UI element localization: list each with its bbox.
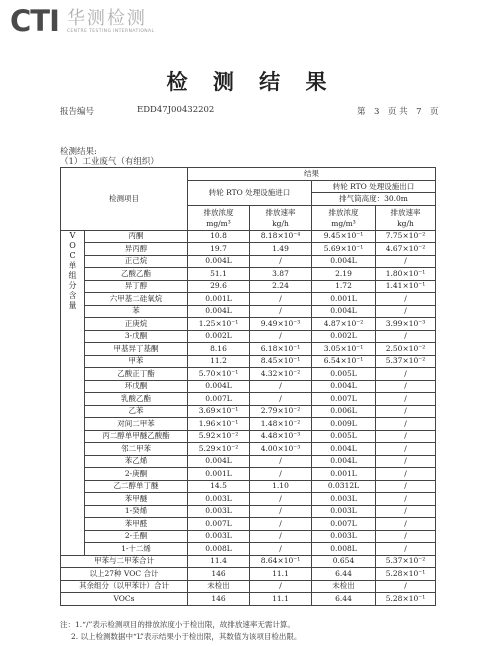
value-cell: / — [376, 368, 436, 381]
value-cell: 0.002L — [188, 330, 250, 343]
table-row — [61, 268, 436, 281]
compound-name: 六甲基二硅氧烷 — [85, 293, 188, 306]
value-cell: 8.45×10⁻¹ — [250, 355, 312, 368]
value-cell: 1.48×10⁻² — [250, 418, 312, 431]
value-cell: 1.96×10⁻¹ — [188, 418, 250, 431]
table-row — [61, 280, 436, 293]
value-cell: 0.007L — [312, 518, 376, 531]
value-cell: / — [250, 543, 312, 556]
subsection-title: （1）工业废气（有组织） — [60, 157, 159, 167]
total-value: 未检出 — [188, 580, 250, 593]
value-cell: 0.008L — [188, 543, 250, 556]
value-cell: / — [376, 455, 436, 468]
table-row — [61, 543, 436, 556]
compound-name: 邻二甲苯 — [85, 443, 188, 456]
value-cell: 0.003L — [188, 505, 250, 518]
logo-text-block — [67, 9, 155, 34]
header-conc-inlet: 排放浓度 mg/m³ — [188, 205, 250, 230]
note-1: 注：1.“/”表示检测项目的排放浓度小于检出限，故排放速率无需计算。 — [60, 620, 295, 629]
value-cell: 5.70×10⁻¹ — [188, 368, 250, 381]
total-value: 146 — [188, 593, 250, 606]
value-cell: / — [376, 468, 436, 481]
value-cell: / — [376, 293, 436, 306]
table-row — [61, 255, 436, 268]
value-cell: 1.25×10⁻¹ — [188, 318, 250, 331]
total-value: / — [250, 580, 312, 593]
value-cell: 0.004L — [312, 455, 376, 468]
value-cell: / — [250, 468, 312, 481]
total-value: 5.37×10⁻² — [376, 555, 436, 568]
value-cell: / — [376, 493, 436, 506]
value-cell: 0.003L — [312, 493, 376, 506]
value-cell: 0.009L — [312, 418, 376, 431]
total-value: / — [376, 580, 436, 593]
compound-name: 环戊酮 — [85, 380, 188, 393]
total-label: 甲苯与二甲苯合计 — [61, 555, 188, 568]
page-title: 检 测 结 果 — [166, 69, 336, 94]
value-cell: 0.007L — [188, 393, 250, 406]
total-value: 11.4 — [188, 555, 250, 568]
page-indicator: 第 3 页 共 7 页 — [357, 107, 439, 117]
compound-name: 2-庚酮 — [85, 468, 188, 481]
value-cell: 8.18×10⁻⁴ — [250, 230, 312, 243]
value-cell: 0.0312L — [312, 480, 376, 493]
table-row — [61, 418, 436, 431]
total-row — [61, 580, 436, 593]
total-value: 8.64×10⁻¹ — [250, 555, 312, 568]
value-cell: 14.5 — [188, 480, 250, 493]
value-cell: 9.49×10⁻³ — [250, 318, 312, 331]
value-cell: / — [376, 405, 436, 418]
logo-cti-text: CTI — [10, 4, 59, 38]
value-cell: 0.005L — [312, 430, 376, 443]
table-row — [61, 330, 436, 343]
table-row — [61, 243, 436, 256]
total-value: 11.1 — [250, 568, 312, 581]
value-cell: 2.19 — [312, 268, 376, 281]
table-row — [61, 480, 436, 493]
table-row — [61, 230, 436, 243]
value-cell: 3.87 — [250, 268, 312, 281]
value-cell: 0.002L — [312, 330, 376, 343]
value-cell: 11.2 — [188, 355, 250, 368]
header-item: 检测项目 — [61, 168, 188, 231]
table-row — [61, 393, 436, 406]
cti-logo — [10, 6, 154, 37]
value-cell: / — [250, 305, 312, 318]
value-cell: / — [376, 430, 436, 443]
value-cell: 10.8 — [188, 230, 250, 243]
compound-name: 3-戊酮 — [85, 330, 188, 343]
value-cell: / — [376, 505, 436, 518]
value-cell: 0.004L — [312, 305, 376, 318]
total-value: 6.44 — [312, 593, 376, 606]
value-cell: / — [250, 293, 312, 306]
total-value: 0.654 — [312, 555, 376, 568]
value-cell: / — [376, 480, 436, 493]
table-row — [61, 380, 436, 393]
report-number-label: 报告编号 — [60, 107, 95, 117]
value-cell: 4.32×10⁻² — [250, 368, 312, 381]
value-cell: / — [376, 380, 436, 393]
value-cell: 5.37×10⁻² — [376, 355, 436, 368]
value-cell: 0.001L — [188, 468, 250, 481]
logo-chinese-name: 华测检测 — [66, 8, 147, 29]
header-stack-height: 排气筒高度：30.0m — [312, 193, 436, 206]
compound-name: 乙酸正丁酯 — [85, 368, 188, 381]
value-cell: / — [250, 255, 312, 268]
value-cell: / — [376, 418, 436, 431]
total-label: VOCs — [61, 593, 188, 606]
value-cell: 6.54×10⁻¹ — [312, 355, 376, 368]
table-row — [61, 405, 436, 418]
header-rate-outlet: 排放速率 kg/h — [376, 205, 436, 230]
value-cell: 0.006L — [312, 405, 376, 418]
value-cell: 19.7 — [188, 243, 250, 256]
value-cell: 6.18×10⁻¹ — [250, 343, 312, 356]
value-cell: 0.003L — [312, 505, 376, 518]
total-value: 11.1 — [250, 593, 312, 606]
table-row — [61, 518, 436, 531]
value-cell: 5.92×10⁻² — [188, 430, 250, 443]
value-cell: / — [376, 530, 436, 543]
value-cell: 0.003L — [312, 530, 376, 543]
total-value: 5.28×10⁻¹ — [376, 593, 436, 606]
value-cell: 4.87×10⁻² — [312, 318, 376, 331]
total-value: 146 — [188, 568, 250, 581]
value-cell: 4.00×10⁻³ — [250, 443, 312, 456]
compound-name: 正己烷 — [85, 255, 188, 268]
table-row — [61, 530, 436, 543]
compound-name: 苯甲醛 — [85, 518, 188, 531]
header-outlet: 转轮 RTO 处理设施出口 — [312, 180, 436, 193]
value-cell: 4.48×10⁻³ — [250, 430, 312, 443]
value-cell: 0.007L — [312, 393, 376, 406]
section-title: 检测结果: — [60, 147, 97, 157]
compound-name: 苯 — [85, 305, 188, 318]
results-table — [60, 167, 436, 606]
value-cell: 0.004L — [188, 255, 250, 268]
compound-name: 苯甲醚 — [85, 493, 188, 506]
value-cell: 29.6 — [188, 280, 250, 293]
value-cell: 1.80×10⁻¹ — [376, 268, 436, 281]
value-cell: / — [376, 443, 436, 456]
value-cell: 0.004L — [188, 455, 250, 468]
value-cell: 3.05×10⁻¹ — [312, 343, 376, 356]
value-cell: 0.005L — [312, 368, 376, 381]
table-row — [61, 430, 436, 443]
header-rate-inlet: 排放速率 kg/h — [250, 205, 312, 230]
table-row — [61, 505, 436, 518]
total-value: 未检出 — [312, 580, 376, 593]
value-cell: / — [376, 543, 436, 556]
value-cell: / — [376, 518, 436, 531]
value-cell: / — [250, 455, 312, 468]
table-row — [61, 443, 436, 456]
value-cell: / — [250, 330, 312, 343]
header-conc-outlet: 排放浓度 mg/m³ — [312, 205, 376, 230]
table-row — [61, 355, 436, 368]
value-cell: / — [250, 393, 312, 406]
value-cell: 5.29×10⁻² — [188, 443, 250, 456]
header-results: 结果 — [188, 168, 436, 181]
table-row — [61, 343, 436, 356]
table-row — [61, 305, 436, 318]
value-cell: / — [250, 380, 312, 393]
value-cell: 5.69×10⁻¹ — [312, 243, 376, 256]
value-cell: / — [250, 505, 312, 518]
value-cell: 1.49 — [250, 243, 312, 256]
value-cell: 7.75×10⁻² — [376, 230, 436, 243]
value-cell: / — [376, 305, 436, 318]
value-cell: 8.16 — [188, 343, 250, 356]
table-row — [61, 468, 436, 481]
value-cell: 0.003L — [188, 530, 250, 543]
compound-name: 甲苯 — [85, 355, 188, 368]
report-number: EDD47J00432202 — [137, 105, 215, 115]
table-row — [61, 318, 436, 331]
compound-name: 2-壬酮 — [85, 530, 188, 543]
value-cell: 9.45×10⁻¹ — [312, 230, 376, 243]
compound-name: 异丙醇 — [85, 243, 188, 256]
compound-name: 1-癸烯 — [85, 505, 188, 518]
compound-name: 异丁醇 — [85, 280, 188, 293]
logo-english-name: CENTRE TESTING INTERNATIONAL — [66, 29, 155, 34]
value-cell: 0.001L — [188, 293, 250, 306]
table-row — [61, 493, 436, 506]
compound-name: 1-十二烯 — [85, 543, 188, 556]
total-value: 6.44 — [312, 568, 376, 581]
value-cell: / — [376, 330, 436, 343]
total-row — [61, 593, 436, 606]
value-cell: 3.69×10⁻¹ — [188, 405, 250, 418]
compound-name: 丙酮 — [85, 230, 188, 243]
value-cell: 0.008L — [312, 543, 376, 556]
table-header-row-1 — [61, 168, 436, 181]
value-cell: 0.004L — [312, 380, 376, 393]
compound-name: 正庚烷 — [85, 318, 188, 331]
value-cell: 0.004L — [312, 443, 376, 456]
value-cell: 1.41×10⁻¹ — [376, 280, 436, 293]
compound-name: 乳酸乙酯 — [85, 393, 188, 406]
compound-name: 丙二醇单甲醚乙酸酯 — [85, 430, 188, 443]
total-label: 其余组分（以甲苯计）合计 — [61, 580, 188, 593]
total-row — [61, 555, 436, 568]
value-cell: 0.004L — [188, 380, 250, 393]
value-cell: / — [250, 493, 312, 506]
voc-group-label: V O C 单 组 分 含 量 — [61, 230, 85, 555]
total-value: 5.28×10⁻¹ — [376, 568, 436, 581]
value-cell: / — [250, 530, 312, 543]
value-cell: 1.72 — [312, 280, 376, 293]
value-cell: 0.004L — [312, 255, 376, 268]
note-2: 2. 以上检测数据中“L”表示结果小于检出限，其数值为该项目检出限。 — [71, 632, 302, 641]
value-cell: 2.24 — [250, 280, 312, 293]
value-cell: 2.50×10⁻² — [376, 343, 436, 356]
value-cell: 4.67×10⁻² — [376, 243, 436, 256]
compound-name: 乙二醇单丁醚 — [85, 480, 188, 493]
table-row — [61, 293, 436, 306]
table-row — [61, 368, 436, 381]
value-cell: 1.10 — [250, 480, 312, 493]
value-cell: / — [376, 393, 436, 406]
compound-name: 甲基异丁基酮 — [85, 343, 188, 356]
value-cell: 0.001L — [312, 468, 376, 481]
value-cell: 0.007L — [188, 518, 250, 531]
value-cell: 0.001L — [312, 293, 376, 306]
total-label: 以上27种 VOC 合计 — [61, 568, 188, 581]
compound-name: 乙酸乙酯 — [85, 268, 188, 281]
value-cell: 2.79×10⁻² — [250, 405, 312, 418]
header-inlet: 转轮 RTO 处理设施进口 — [188, 180, 312, 205]
value-cell: / — [376, 255, 436, 268]
compound-name: 乙苯 — [85, 405, 188, 418]
table-row — [61, 455, 436, 468]
value-cell: 0.004L — [188, 305, 250, 318]
value-cell: / — [250, 518, 312, 531]
value-cell: 51.1 — [188, 268, 250, 281]
compound-name: 对间二甲苯 — [85, 418, 188, 431]
compound-name: 苯乙烯 — [85, 455, 188, 468]
total-row — [61, 568, 436, 581]
value-cell: 3.99×10⁻³ — [376, 318, 436, 331]
value-cell: 0.003L — [188, 493, 250, 506]
